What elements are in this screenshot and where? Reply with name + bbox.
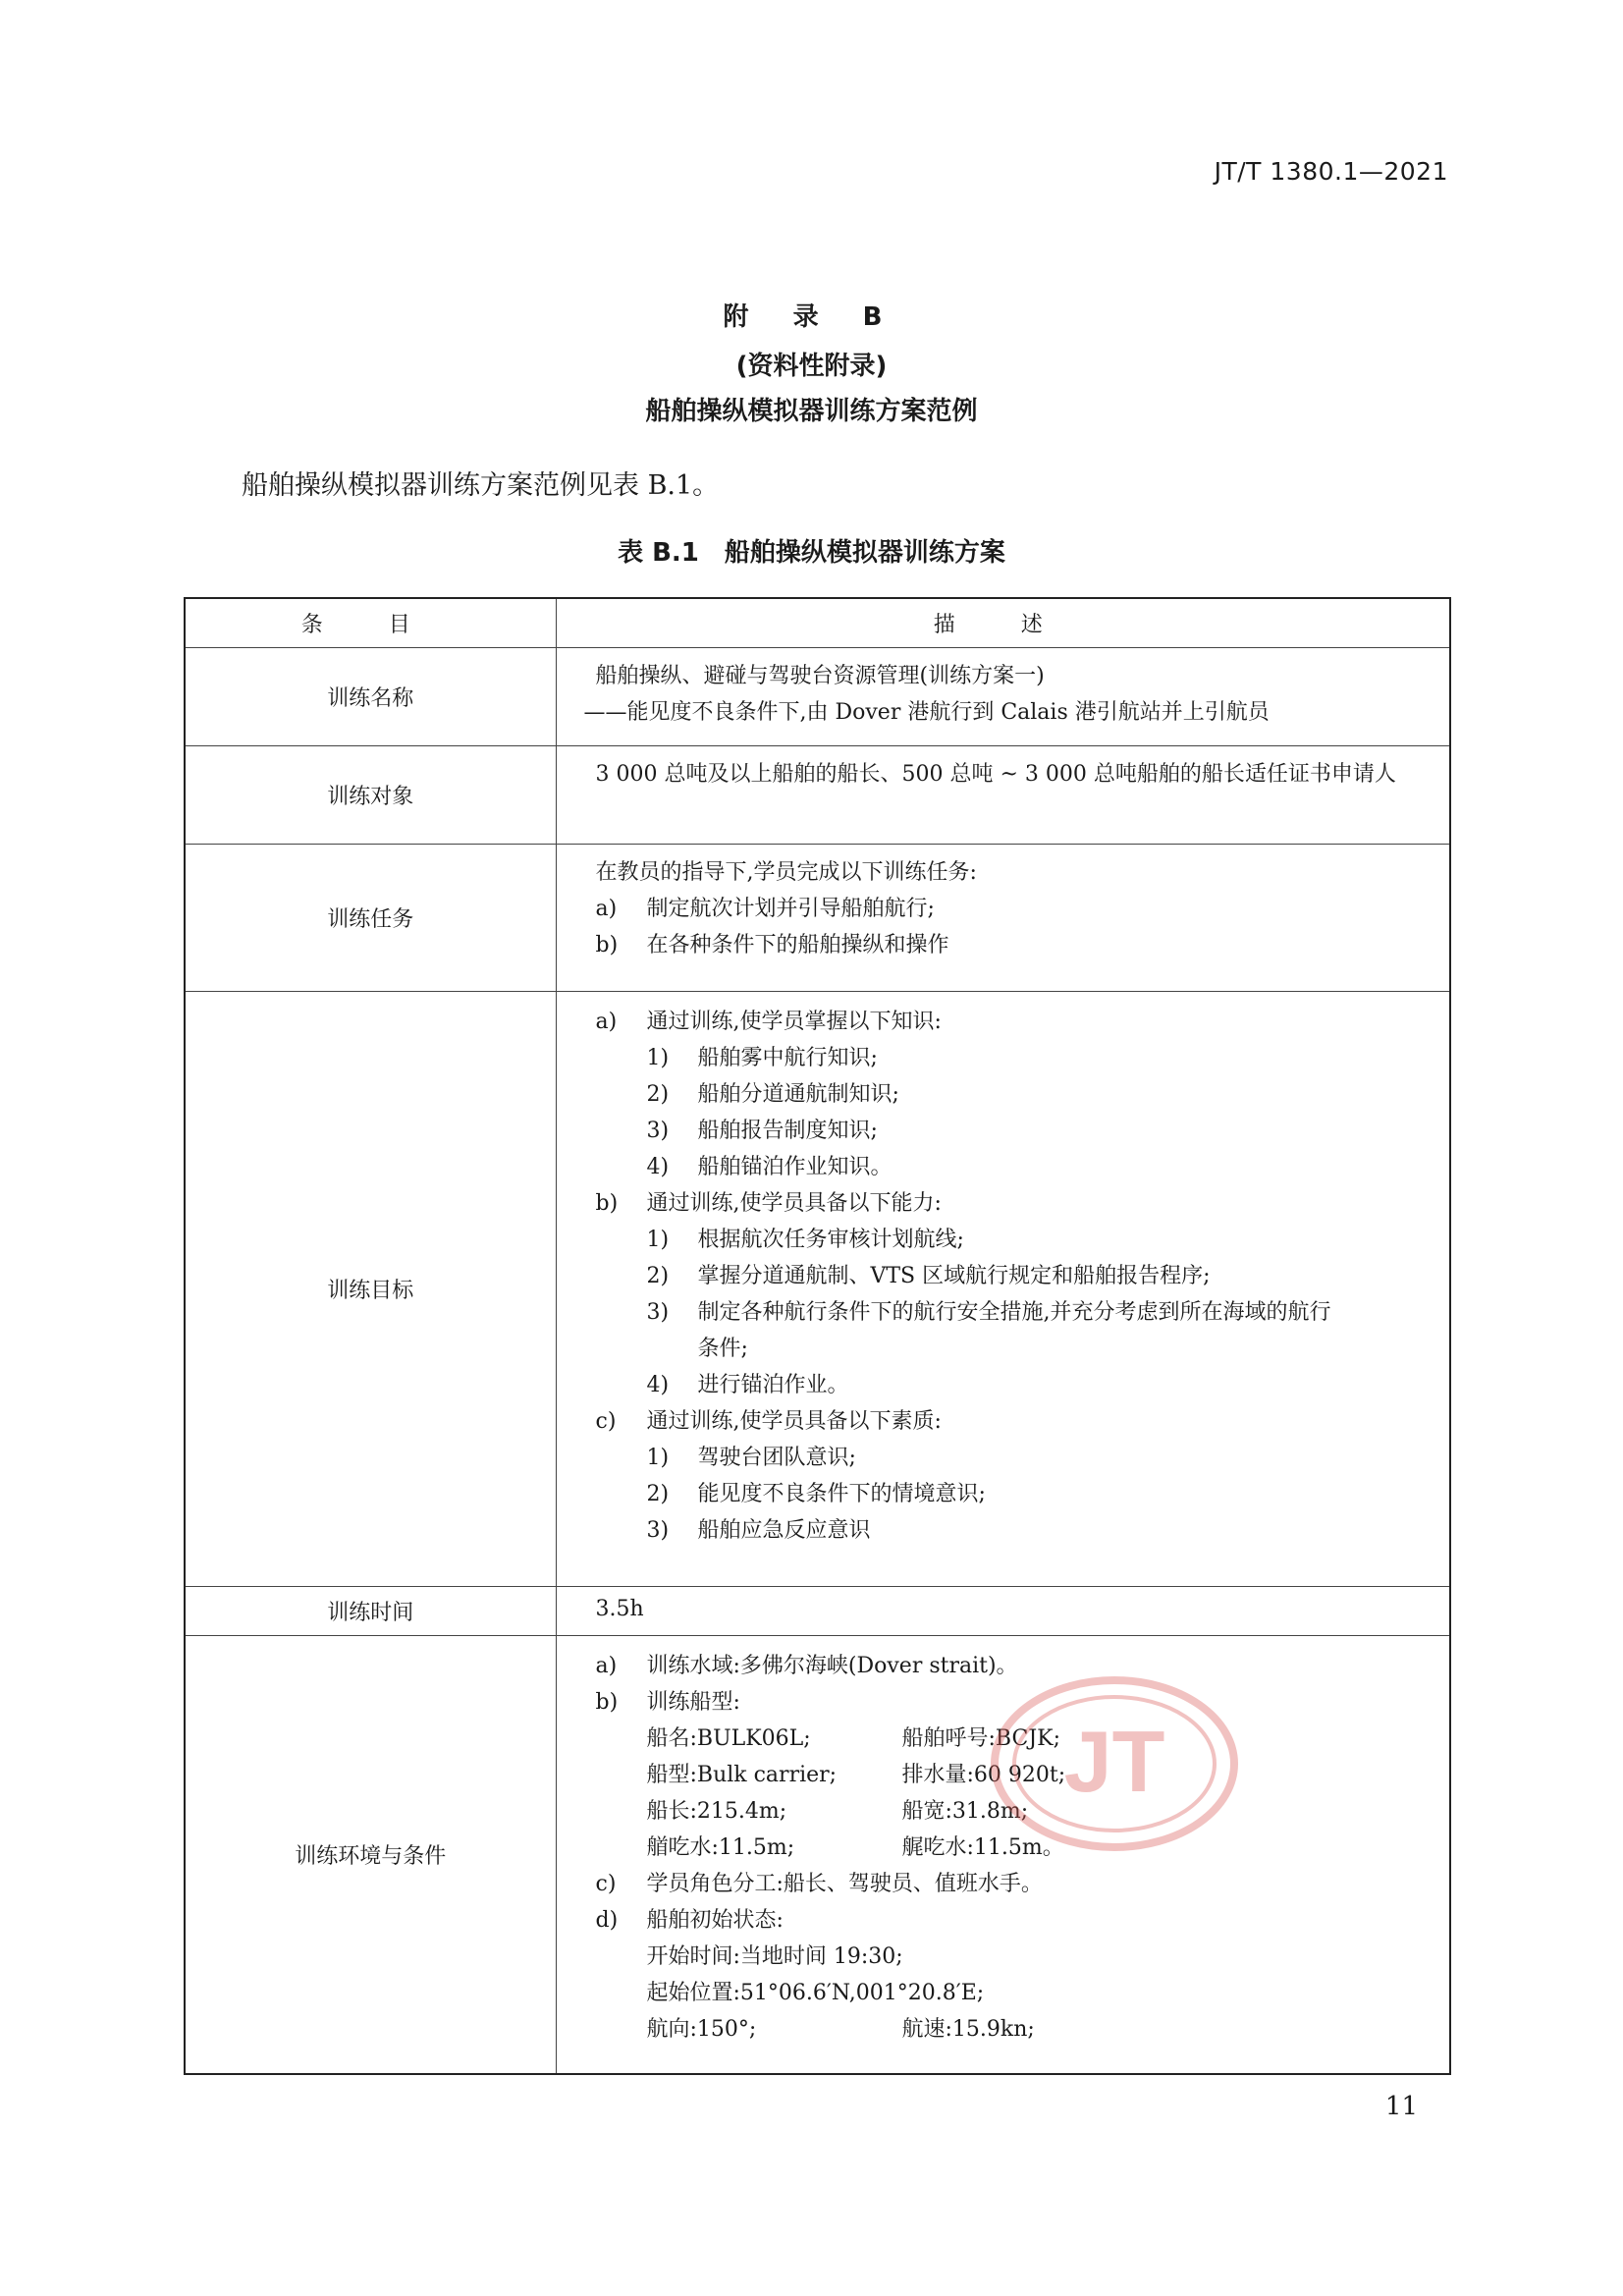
appendix-nature: (资料性附录) (735, 352, 888, 381)
training-plan-table (184, 597, 1451, 2075)
label-training-name: 训练名称 (185, 648, 556, 746)
list-item: b) 训练船型: (595, 1690, 740, 1715)
text-line: 3 000 总吨及以上船舶的船长、500 总吨 ~ 3 000 总吨船舶的船长适任证书申请人 (595, 762, 1396, 787)
header-description: 描 述 (556, 598, 1450, 648)
page-number: 11 (1384, 2092, 1418, 2121)
desc-training-time (556, 1587, 1450, 1636)
heading-speed-pair: 航向:150°; 航速:15.9kn; (646, 2017, 1035, 2042)
table-caption (0, 532, 1623, 569)
watermark-text: JT (1063, 1713, 1165, 1810)
row-training-target (185, 746, 1450, 845)
list-item: a) 通过训练,使学员掌握以下知识: (595, 1010, 942, 1034)
text-line: 船舶操纵、避碰与驾驶台资源管理(训练方案一) (595, 664, 1045, 688)
desc-training-target (556, 746, 1450, 845)
list-item: 4) 进行锚泊作业。 (646, 1373, 849, 1397)
initial-start-position: 起始位置:51°06.6′N,001°20.8′E; (646, 1981, 985, 2005)
intro-paragraph: 船舶操纵模拟器训练方案范例见表 B.1。 (242, 470, 720, 501)
table-title: 船舶操纵模拟器训练方案 (724, 538, 1005, 568)
list-item: 4) 船舶锚泊作业知识。 (646, 1155, 893, 1179)
ship-info-pair: 船长:215.4m; 船宽:31.8m; (646, 1799, 1029, 1824)
table-number: 表 B.1 (618, 538, 699, 568)
label-training-env: 训练环境与条件 (185, 1636, 556, 2074)
row-training-goal (185, 992, 1450, 1587)
text-line: 3.5h (595, 1597, 644, 1621)
list-item: b) 在各种条件下的船舶操纵和操作 (595, 933, 949, 957)
list-item: 2) 船舶分道通航制知识; (646, 1082, 899, 1107)
row-training-env (185, 1636, 1450, 2074)
desc-training-task (556, 845, 1450, 992)
list-item-continuation: 条件; (697, 1337, 748, 1361)
row-training-name (185, 648, 1450, 746)
label-training-target: 训练对象 (185, 746, 556, 845)
list-item: 1) 驾驶台团队意识; (646, 1446, 856, 1470)
appendix-title: 附 录 B (723, 302, 900, 332)
header-item: 条 目 (185, 598, 556, 648)
list-item: 1) 根据航次任务审核计划航线; (646, 1228, 964, 1252)
appendix-name: 船舶操纵模拟器训练方案范例 (645, 397, 978, 426)
ship-info-pair: 船型:Bulk carrier; 排水量:60 920t; (646, 1763, 1066, 1787)
ship-info-pair: 艏吃水:11.5m; 艉吃水:11.5m。 (646, 1835, 1064, 1860)
list-item: a) 训练水域:多佛尔海峡(Dover strait)。 (595, 1654, 1018, 1678)
row-training-time (185, 1587, 1450, 1636)
list-item: c) 学员角色分工:船长、驾驶员、值班水手。 (595, 1872, 1043, 1896)
list-item: 3) 船舶应急反应意识 (646, 1518, 871, 1543)
label-training-goal: 训练目标 (185, 992, 556, 1587)
list-item: 2) 掌握分道通航制、VTS 区域航行规定和船舶报告程序; (646, 1264, 1211, 1288)
label-training-task: 训练任务 (185, 845, 556, 992)
desc-training-name (556, 648, 1450, 746)
list-item: 3) 船舶报告制度知识; (646, 1119, 878, 1143)
list-item: c) 通过训练,使学员具备以下素质: (595, 1409, 942, 1434)
text-line: ——能见度不良条件下,由 Dover 港航行到 Calais 港引航站并上引航员 (583, 700, 1270, 725)
desc-training-goal (556, 992, 1450, 1587)
initial-start-time: 开始时间:当地时间 19:30; (646, 1944, 903, 1969)
list-item: 3) 制定各种航行条件下的航行安全措施,并充分考虑到所在海域的航行 (646, 1300, 1331, 1325)
label-training-time: 训练时间 (185, 1587, 556, 1636)
text-line: 在教员的指导下,学员完成以下训练任务: (595, 860, 977, 885)
list-item: 2) 能见度不良条件下的情境意识; (646, 1482, 986, 1506)
row-training-task (185, 845, 1450, 992)
list-item: b) 通过训练,使学员具备以下能力: (595, 1191, 942, 1216)
ship-info-pair: 船名:BULK06L; 船舶呼号:BCJK; (646, 1726, 1060, 1751)
table-header-row (185, 598, 1450, 648)
desc-training-env (556, 1636, 1450, 2074)
list-item: d) 船舶初始状态: (595, 1908, 784, 1933)
list-item: 1) 船舶雾中航行知识; (646, 1046, 878, 1070)
list-item: a) 制定航次计划并引导船舶航行; (595, 897, 935, 921)
standard-code: JT/T 1380.1—2021 (1214, 157, 1448, 186)
